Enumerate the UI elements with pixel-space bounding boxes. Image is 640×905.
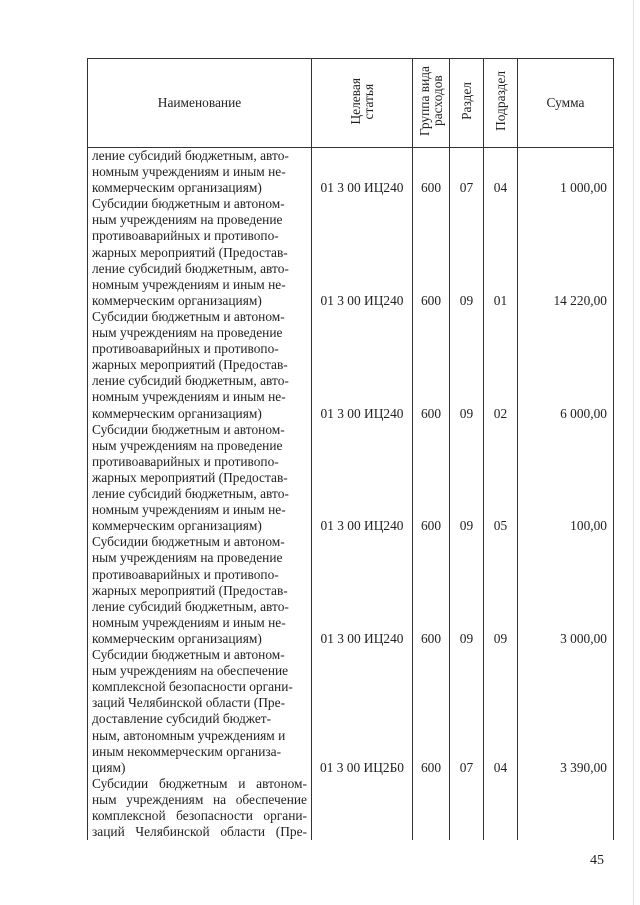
header-group: Группа вида расходов xyxy=(413,59,450,148)
header-name: Наименование xyxy=(88,59,312,148)
header-section: Раздел xyxy=(450,59,484,148)
page-number: 45 xyxy=(590,853,604,868)
row-section: 07 xyxy=(450,148,484,197)
scan-edge-line xyxy=(633,0,634,905)
table-row xyxy=(88,422,614,535)
row-section: 09 xyxy=(450,309,484,422)
row-sum: 100,00 xyxy=(518,422,614,535)
row-group: 600 xyxy=(413,196,450,309)
table-row xyxy=(88,647,614,776)
row-section: 09 xyxy=(450,422,484,535)
row-name: Субсидии бюджетным и автоном- ным учреждениям на обеспечение комплексной безопасности органи- заций Челябинской области (Пре- доставление субсидий бюджет- ным, автономным учреждениям и иным некоммерческим организа- циям) xyxy=(88,647,312,776)
row-code xyxy=(312,776,413,840)
table-body xyxy=(88,148,614,841)
row-name: Субсидии бюджетным и автоном- ным учреждениям на обеспечение комплексной безопасности органи- заций Челябинской области (Пре- xyxy=(88,776,312,840)
row-section: 09 xyxy=(450,196,484,309)
row-sum: 3 000,00 xyxy=(518,534,614,647)
row-section xyxy=(450,776,484,840)
row-group: 600 xyxy=(413,309,450,422)
row-subsection: 01 xyxy=(484,196,518,309)
table-row xyxy=(88,309,614,422)
row-name: Субсидии бюджетным и автоном- ным учреждениям на проведение противоаварийных и противопо- жарных мероприятий (Предостав- ление субсидий бюджетным, авто- номным учреждениям и иным не- коммерческим организациям) xyxy=(88,534,312,647)
row-sum: 1 000,00 xyxy=(518,148,614,197)
row-name: ление субсидий бюджетным, авто- номным учреждениям и иным не- коммерческим организациям) xyxy=(88,148,312,197)
row-subsection: 04 xyxy=(484,647,518,776)
table-row xyxy=(88,148,614,197)
row-subsection: 05 xyxy=(484,422,518,535)
row-group: 600 xyxy=(413,534,450,647)
table-header-row xyxy=(88,59,614,148)
row-group xyxy=(413,776,450,840)
row-code: 01 3 00 ИЦ240 xyxy=(312,309,413,422)
header-subsection: Подраздел xyxy=(484,59,518,148)
row-group: 600 xyxy=(413,422,450,535)
row-code: 01 3 00 ИЦ240 xyxy=(312,422,413,535)
row-subsection xyxy=(484,776,518,840)
row-code: 01 3 00 ИЦ2Б0 xyxy=(312,647,413,776)
row-code: 01 3 00 ИЦ240 xyxy=(312,148,413,197)
row-section: 09 xyxy=(450,534,484,647)
row-code: 01 3 00 ИЦ240 xyxy=(312,534,413,647)
table-row xyxy=(88,534,614,647)
table-row xyxy=(88,196,614,309)
row-subsection: 04 xyxy=(484,148,518,197)
row-name: Субсидии бюджетным и автоном- ным учреждениям на проведение противоаварийных и противопо- жарных мероприятий (Предостав- ление субсидий бюджетным, авто- номным учреждениям и иным не- коммерческим организациям) xyxy=(88,422,312,535)
row-name: Субсидии бюджетным и автоном- ным учреждениям на проведение противоаварийных и противопо- жарных мероприятий (Предостав- ление субсидий бюджетным, авто- номным учреждениям и иным не- коммерческим организациям) xyxy=(88,196,312,309)
header-sum: Сумма xyxy=(518,59,614,148)
row-sum: 3 390,00 xyxy=(518,647,614,776)
row-group: 600 xyxy=(413,647,450,776)
row-section: 07 xyxy=(450,647,484,776)
table-row xyxy=(88,776,614,840)
header-target: Целевая статья xyxy=(312,59,413,148)
row-sum: 6 000,00 xyxy=(518,309,614,422)
row-name: Субсидии бюджетным и автоном- ным учреждениям на проведение противоаварийных и противопо- жарных мероприятий (Предостав- ление субсидий бюджетным, авто- номным учреждениям и иным не- коммерческим организациям) xyxy=(88,309,312,422)
row-subsection: 02 xyxy=(484,309,518,422)
row-group: 600 xyxy=(413,148,450,197)
row-code: 01 3 00 ИЦ240 xyxy=(312,196,413,309)
row-sum: 14 220,00 xyxy=(518,196,614,309)
row-subsection: 09 xyxy=(484,534,518,647)
row-sum xyxy=(518,776,614,840)
budget-table xyxy=(87,58,614,840)
